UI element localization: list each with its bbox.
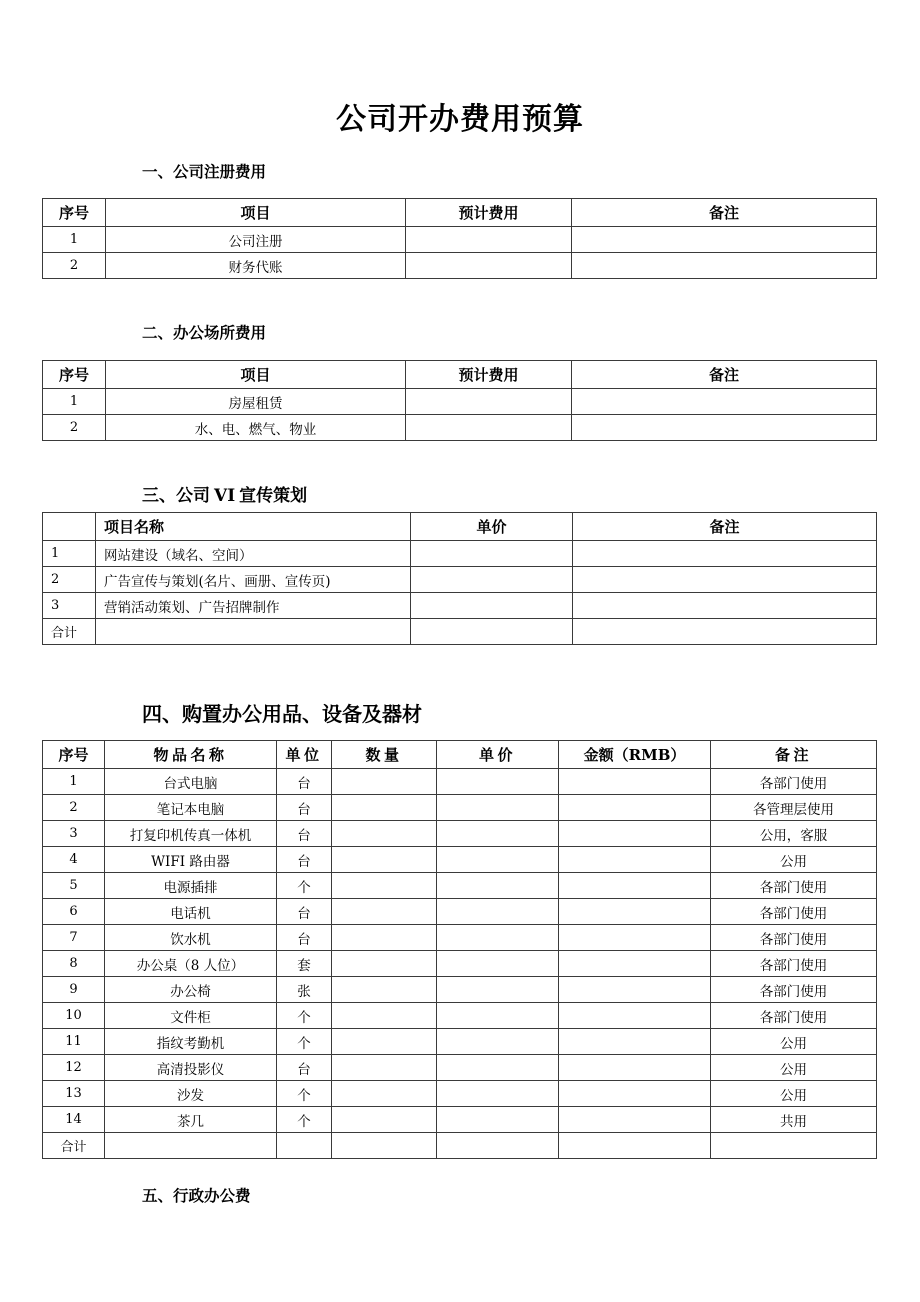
- cell-unit: 套: [277, 951, 332, 977]
- cell-index: 1: [43, 541, 96, 567]
- cell-remark: 各部门使用: [711, 873, 877, 899]
- cell-total-remark[interactable]: [573, 619, 877, 645]
- table-header-row: [43, 361, 877, 389]
- cell-quantity[interactable]: [332, 899, 437, 925]
- cell-item-name: [105, 1133, 277, 1159]
- table-row: [43, 977, 877, 1003]
- cell-item-name: 广告宣传与策划(名片、画册、宣传页): [96, 567, 411, 593]
- cell-remark[interactable]: [572, 415, 877, 441]
- table-row: [43, 821, 877, 847]
- column-header-item: 项目: [106, 361, 406, 389]
- table-vi-branding: [42, 512, 877, 645]
- cell-item-name: WIFI 路由器: [105, 847, 277, 873]
- cell-unit-price[interactable]: [411, 541, 573, 567]
- cell-remark: 各部门使用: [711, 1003, 877, 1029]
- cell-item: 房屋租赁: [106, 389, 406, 415]
- cell-item-name: 沙发: [105, 1081, 277, 1107]
- cell-index: 4: [43, 847, 105, 873]
- cell-item: 公司注册: [106, 227, 406, 253]
- cell-unit: 台: [277, 795, 332, 821]
- cell-index: 2: [43, 415, 106, 441]
- cell-amount[interactable]: [559, 977, 711, 1003]
- cell-remark[interactable]: [572, 389, 877, 415]
- cell-unit: 台: [277, 821, 332, 847]
- cell-cost[interactable]: [406, 253, 572, 279]
- cell-index: 3: [43, 593, 96, 619]
- cell-item-name: 办公桌（8 人位）: [105, 951, 277, 977]
- cell-amount[interactable]: [559, 821, 711, 847]
- cell-unit: 个: [277, 1081, 332, 1107]
- cell-remark: 公用: [711, 1029, 877, 1055]
- cell-unit-price[interactable]: [437, 1081, 559, 1107]
- cell-index: 2: [43, 253, 106, 279]
- cell-item-name: 高清投影仪: [105, 1055, 277, 1081]
- cell-total-unit-price[interactable]: [411, 619, 573, 645]
- cell-unit-price[interactable]: [437, 1003, 559, 1029]
- cell-remark[interactable]: [572, 253, 877, 279]
- cell-item-name: 笔记本电脑: [105, 795, 277, 821]
- cell-item-name: 台式电脑: [105, 769, 277, 795]
- cell-unit: [277, 1133, 332, 1159]
- column-header-item: 项目: [106, 199, 406, 227]
- column-header-remark: 备注: [572, 199, 877, 227]
- cell-item-name: 茶几: [105, 1107, 277, 1133]
- cell-item-name: 网站建设（域名、空间）: [96, 541, 411, 567]
- cell-index: 2: [43, 795, 105, 821]
- cell-index: 5: [43, 873, 105, 899]
- cell-cost[interactable]: [406, 389, 572, 415]
- cell-index: 1: [43, 227, 106, 253]
- cell-unit-price[interactable]: [437, 1133, 559, 1159]
- column-header-index: 序号: [43, 741, 105, 769]
- cell-remark: 公用: [711, 1055, 877, 1081]
- column-header-unit-price: 单价: [437, 741, 559, 769]
- cell-index: 1: [43, 389, 106, 415]
- cell-remark: 各部门使用: [711, 951, 877, 977]
- cell-unit-price[interactable]: [437, 873, 559, 899]
- table-header-row: [43, 199, 877, 227]
- column-header-item-name: 物品名称: [105, 741, 277, 769]
- section-heading-office-site: 二、办公场所费用: [142, 323, 267, 342]
- cell-amount[interactable]: [559, 1055, 711, 1081]
- cell-item: 财务代账: [106, 253, 406, 279]
- section-heading-vi-branding: [142, 486, 307, 506]
- cell-index: 13: [43, 1081, 105, 1107]
- cell-remark[interactable]: [572, 227, 877, 253]
- cell-unit-price[interactable]: [437, 925, 559, 951]
- column-header-cost: 预计费用: [406, 199, 572, 227]
- cell-amount[interactable]: [559, 925, 711, 951]
- cell-item-name: 文件柜: [105, 1003, 277, 1029]
- cell-unit-price[interactable]: [437, 899, 559, 925]
- cell-remark[interactable]: [573, 593, 877, 619]
- cell-quantity[interactable]: [332, 795, 437, 821]
- cell-unit-price[interactable]: [437, 821, 559, 847]
- cell-unit-price[interactable]: [437, 795, 559, 821]
- cell-remark: 各管理层使用: [711, 795, 877, 821]
- cell-item-name: 电源插排: [105, 873, 277, 899]
- cell-index: 10: [43, 1003, 105, 1029]
- cell-remark: 共用: [711, 1107, 877, 1133]
- table-row: [43, 567, 877, 593]
- cell-unit: 个: [277, 1107, 332, 1133]
- cell-unit-price[interactable]: [437, 1107, 559, 1133]
- cell-unit-price[interactable]: [437, 977, 559, 1003]
- cell-unit-price[interactable]: [437, 769, 559, 795]
- cell-remark: 各部门使用: [711, 769, 877, 795]
- table-row: [43, 769, 877, 795]
- cell-total-label: 合计: [43, 1133, 105, 1159]
- column-header-index: 序号: [43, 199, 106, 227]
- column-header-amount-rmb: 金额（RMB）: [559, 741, 711, 769]
- table-row: [43, 925, 877, 951]
- cell-quantity[interactable]: [332, 951, 437, 977]
- cell-item-name: 办公椅: [105, 977, 277, 1003]
- cell-remark: 各部门使用: [711, 899, 877, 925]
- table-row: [43, 795, 877, 821]
- section-heading-vi-latin: VI: [214, 486, 236, 506]
- table-office-site: [42, 360, 877, 441]
- cell-index: 8: [43, 951, 105, 977]
- cell-index: 14: [43, 1107, 105, 1133]
- cell-item-name: 指纹考勤机: [105, 1029, 277, 1055]
- section-heading-registration: 一、公司注册费用: [142, 162, 267, 181]
- cell-quantity[interactable]: [332, 769, 437, 795]
- cell-quantity[interactable]: [332, 821, 437, 847]
- cell-amount[interactable]: [559, 1081, 711, 1107]
- cell-amount[interactable]: [559, 873, 711, 899]
- cell-quantity[interactable]: [332, 1133, 437, 1159]
- table-row: [43, 227, 877, 253]
- cell-amount[interactable]: [559, 951, 711, 977]
- cell-index: 3: [43, 821, 105, 847]
- cell-remark[interactable]: [573, 567, 877, 593]
- table-header-row: [43, 513, 877, 541]
- page-title: 公司开办费用预算: [336, 102, 584, 137]
- table-row: [43, 899, 877, 925]
- table-row: [43, 1081, 877, 1107]
- table-row: [43, 389, 877, 415]
- section-heading-equipment: 四、购置办公用品、设备及器材: [142, 702, 422, 726]
- cell-amount[interactable]: [559, 1107, 711, 1133]
- cell-remark: 公用: [711, 1081, 877, 1107]
- cell-cost[interactable]: [406, 415, 572, 441]
- cell-quantity[interactable]: [332, 873, 437, 899]
- column-header-index: 序号: [43, 361, 106, 389]
- table-total-row: [43, 619, 877, 645]
- cell-quantity[interactable]: [332, 925, 437, 951]
- cell-cost[interactable]: [406, 227, 572, 253]
- column-header-unit: 单位: [277, 741, 332, 769]
- table-header-row: [43, 741, 877, 769]
- column-header-remark: 备注: [572, 361, 877, 389]
- cell-unit-price[interactable]: [437, 1029, 559, 1055]
- cell-index: 6: [43, 899, 105, 925]
- table-row: [43, 951, 877, 977]
- column-header-item-name: 项目名称: [96, 513, 411, 541]
- cell-remark: 公用: [711, 847, 877, 873]
- cell-unit-price[interactable]: [437, 1055, 559, 1081]
- cell-remark[interactable]: [573, 541, 877, 567]
- cell-amount[interactable]: [559, 847, 711, 873]
- table-row: [43, 1029, 877, 1055]
- cell-amount[interactable]: [559, 1133, 711, 1159]
- cell-unit: 台: [277, 925, 332, 951]
- column-header-cost: 预计费用: [406, 361, 572, 389]
- column-header-quantity: 数量: [332, 741, 437, 769]
- cell-unit-price[interactable]: [411, 593, 573, 619]
- table-row: [43, 253, 877, 279]
- cell-unit: 个: [277, 1003, 332, 1029]
- table-row: [43, 1055, 877, 1081]
- cell-quantity[interactable]: [332, 1081, 437, 1107]
- cell-quantity[interactable]: [332, 1029, 437, 1055]
- cell-quantity[interactable]: [332, 977, 437, 1003]
- cell-unit: 台: [277, 1055, 332, 1081]
- cell-unit-price[interactable]: [411, 567, 573, 593]
- table-row: [43, 415, 877, 441]
- table-row: [43, 593, 877, 619]
- table-row: [43, 1003, 877, 1029]
- cell-unit: 个: [277, 873, 332, 899]
- column-header-remark: 备注: [573, 513, 877, 541]
- cell-unit: 张: [277, 977, 332, 1003]
- table-total-row: [43, 1133, 877, 1159]
- cell-remark: 各部门使用: [711, 977, 877, 1003]
- cell-unit-price[interactable]: [437, 951, 559, 977]
- table-row: [43, 1107, 877, 1133]
- section-heading-vi-suffix: 宣传策划: [239, 486, 308, 506]
- cell-quantity[interactable]: [332, 847, 437, 873]
- cell-quantity[interactable]: [332, 1107, 437, 1133]
- cell-index: 2: [43, 567, 96, 593]
- table-row: [43, 847, 877, 873]
- cell-remark: 公用，客服: [711, 821, 877, 847]
- cell-amount[interactable]: [559, 899, 711, 925]
- cell-item-name: 饮水机: [105, 925, 277, 951]
- column-header-unit-price: 单价: [411, 513, 573, 541]
- cell-total-item: [96, 619, 411, 645]
- cell-item-name: 营销活动策划、广告招牌制作: [96, 593, 411, 619]
- table-row: [43, 541, 877, 567]
- table-equipment: [42, 740, 877, 1159]
- column-header-remark: 备注: [711, 741, 877, 769]
- cell-total-label: 合计: [43, 619, 96, 645]
- section-heading-vi-prefix: 三、公司: [142, 486, 210, 506]
- table-registration: [42, 198, 877, 279]
- cell-index: 7: [43, 925, 105, 951]
- cell-item-name: 电话机: [105, 899, 277, 925]
- cell-remark: [711, 1133, 877, 1159]
- cell-amount[interactable]: [559, 1003, 711, 1029]
- table-row: [43, 873, 877, 899]
- cell-amount[interactable]: [559, 769, 711, 795]
- cell-unit: 个: [277, 1029, 332, 1055]
- section-heading-admin-office: 五、行政办公费: [142, 1186, 251, 1205]
- cell-unit: 台: [277, 899, 332, 925]
- cell-index: 9: [43, 977, 105, 1003]
- cell-unit: 台: [277, 847, 332, 873]
- cell-unit: 台: [277, 769, 332, 795]
- cell-index: 12: [43, 1055, 105, 1081]
- cell-remark: 各部门使用: [711, 925, 877, 951]
- cell-quantity[interactable]: [332, 1055, 437, 1081]
- cell-quantity[interactable]: [332, 1003, 437, 1029]
- cell-item-name: 打复印机传真一体机: [105, 821, 277, 847]
- table-body-equipment: [43, 769, 877, 1159]
- cell-index: 1: [43, 769, 105, 795]
- cell-index: 11: [43, 1029, 105, 1055]
- cell-item: 水、电、燃气、物业: [106, 415, 406, 441]
- cell-unit-price[interactable]: [437, 847, 559, 873]
- cell-amount[interactable]: [559, 1029, 711, 1055]
- column-header-index: [43, 513, 96, 541]
- cell-amount[interactable]: [559, 795, 711, 821]
